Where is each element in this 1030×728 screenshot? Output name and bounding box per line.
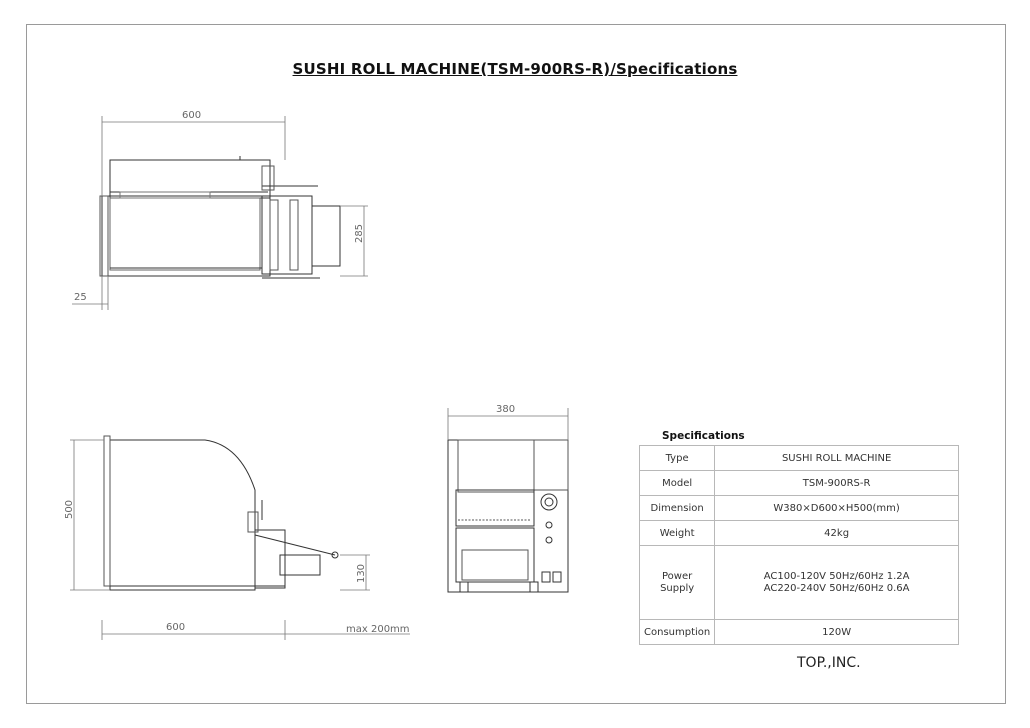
company-name: TOP.,INC. [797,655,861,671]
spec-row-consumption [640,620,959,645]
top-offset-label: 25 [74,292,87,303]
side-height-label: 500 [64,499,76,520]
spec-row-power-supply [640,546,959,620]
spec-value: AC100-120V 50Hz/60Hz 1.2A AC220-240V 50Hz/60Hz 0.6A [715,546,959,620]
top-width-label: 600 [182,110,202,121]
front-width-label: 380 [496,404,516,415]
spec-row-weight [640,521,959,546]
spec-label: Model [640,471,715,496]
spec-label: Consumption [640,620,715,645]
side-view-drawing [104,436,338,590]
spec-label: Dimension [640,496,715,521]
spec-row-dimension [640,496,959,521]
side-view-dimensions [70,440,410,640]
spec-label: Type [640,446,715,471]
spec-value: 120W [715,620,959,645]
page-title: SUSHI ROLL MACHINE(TSM-900RS-R)/Specifications [292,60,738,78]
spec-label: Power Supply [640,546,715,620]
spec-value: SUSHI ROLL MACHINE [715,446,959,471]
spec-row-type [640,446,959,471]
specifications-heading: Specifications [662,430,745,442]
specifications-table [639,445,959,645]
spec-value: 42kg [715,521,959,546]
top-view-dimensions [72,116,368,310]
side-handle-extension-label: max 200mm [346,624,410,635]
top-depth-label: 285 [354,223,366,244]
spec-label: Weight [640,521,715,546]
side-width-label: 600 [166,622,186,633]
spec-value: W380×D600×H500(mm) [715,496,959,521]
spec-row-model [640,471,959,496]
top-view-drawing [100,156,340,278]
spec-value: TSM-900RS-R [715,471,959,496]
side-handle-height-label: 130 [356,563,368,584]
front-view-drawing [448,440,568,592]
